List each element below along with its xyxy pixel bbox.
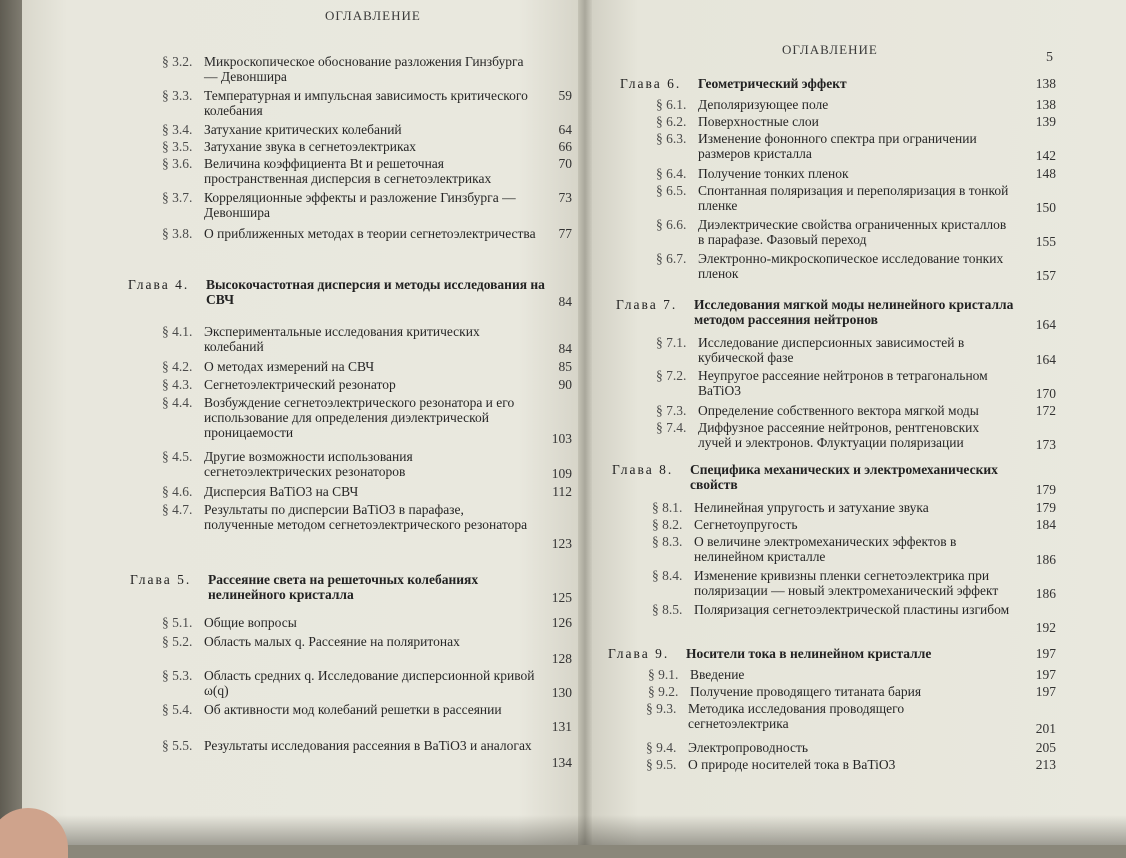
- toc-entry: [162, 668, 572, 700]
- toc-entry: [162, 226, 572, 258]
- section-title: Результаты по дисперсии BaTiO3 в парафазе, полученные методом сегнетоэлектрического резонатора: [204, 502, 528, 532]
- section-number: § 4.1.: [162, 324, 193, 339]
- section-number: § 9.3.: [646, 701, 677, 716]
- chapter-entry: [620, 76, 1056, 92]
- section-title: Поверхностные слои: [698, 114, 819, 129]
- page-ref: 126: [551, 615, 572, 630]
- page-ref: 192: [1035, 620, 1056, 635]
- page-ref: 109: [551, 466, 572, 481]
- page-ref: 186: [1035, 552, 1056, 567]
- chapter-entry: [130, 572, 572, 604]
- section-number: § 5.1.: [162, 615, 193, 630]
- page-ref: 157: [1035, 268, 1056, 283]
- section-number: § 3.3.: [162, 88, 193, 103]
- section-number: § 6.6.: [656, 217, 687, 232]
- section-number: § 5.2.: [162, 634, 193, 649]
- toc-entry: [652, 568, 1056, 600]
- section-title: Затухание критических колебаний: [204, 122, 402, 137]
- section-number: § 6.2.: [656, 114, 687, 129]
- section-title: Область средних q. Исследование дисперсионной кривой ω(q): [204, 668, 535, 698]
- section-number: § 6.1.: [656, 97, 687, 112]
- page-ref: 90: [558, 377, 572, 392]
- left-page: [22, 0, 586, 845]
- section-title: Электронно-микроскопическое исследование тонких пленок: [698, 251, 1004, 281]
- toc-entry: [646, 740, 1056, 756]
- section-title: Диэлектрические свойства ограниченных кристаллов в парафазе. Фазовый переход: [698, 217, 1007, 247]
- section-number: § 7.2.: [656, 368, 687, 383]
- toc-entry: [652, 500, 1056, 516]
- page-ref: 142: [1035, 148, 1056, 163]
- page-ref: 73: [558, 190, 572, 205]
- section-title: Изменение кривизны пленки сегнетоэлектрика при поляризации — новый электромеханический эффект: [694, 568, 999, 598]
- page-number: 5: [1046, 50, 1053, 65]
- page-ref: 138: [1035, 76, 1056, 91]
- section-title: Методика исследования проводящего сегнетоэлектрика: [688, 701, 905, 731]
- section-number: § 9.2.: [648, 684, 679, 699]
- toc-entry: [652, 534, 1056, 566]
- section-title: Экспериментальные исследования критических колебаний: [204, 324, 480, 354]
- page-ref: 128: [551, 651, 572, 666]
- page-ref: 201: [1035, 721, 1056, 736]
- page-ref: 125: [551, 590, 572, 605]
- chapter-number: Глава 7.: [616, 297, 678, 312]
- chapter-number: Глава 9.: [608, 646, 670, 661]
- toc-entry: [162, 484, 572, 500]
- chapter-title: Специфика механических и электромеханических свойств: [690, 462, 998, 492]
- chapter-number: Глава 8.: [612, 462, 674, 477]
- page-ref: 103: [551, 431, 572, 446]
- toc-entry: [162, 634, 572, 666]
- section-title: Неупругое рассеяние нейтронов в тетрагональном BaTiO3: [698, 368, 988, 398]
- page-ref: 164: [1035, 352, 1056, 367]
- section-number: § 4.2.: [162, 359, 193, 374]
- section-number: § 6.7.: [656, 251, 687, 266]
- page-ref: 134: [551, 755, 572, 770]
- section-title: Об активности мод колебаний решетки в рассеянии: [204, 702, 502, 717]
- section-title: Нелинейная упругость и затухание звука: [694, 500, 929, 515]
- section-title: Возбуждение сегнетоэлектрического резонатора и его использование для определения диэлектрической проницаемости: [204, 395, 515, 440]
- page-ref: 170: [1035, 386, 1056, 401]
- section-title: Введение: [690, 667, 745, 682]
- section-title: Получение проводящего титаната бария: [690, 684, 922, 699]
- page-ref: 123: [551, 536, 572, 551]
- toc-entry: [162, 324, 572, 356]
- section-title: О приближенных методах в теории сегнетоэлектричества: [204, 226, 536, 241]
- page-ref: 179: [1035, 500, 1056, 515]
- section-number: § 3.6.: [162, 156, 193, 171]
- page-ref: 148: [1035, 166, 1056, 181]
- page-ref: 66: [558, 139, 572, 154]
- page-ref: 138: [1035, 97, 1056, 112]
- toc-entry: [646, 701, 1056, 736]
- chapter-entry: [612, 462, 1056, 497]
- section-number: § 5.5.: [162, 738, 193, 753]
- toc-entry: [656, 131, 1056, 163]
- toc-entry: [656, 420, 1056, 452]
- toc-entry: [162, 359, 572, 375]
- section-title: Микроскопическое обоснование разложения Гинзбурга — Девоншира: [204, 54, 524, 84]
- chapter-title: Высокочастотная дисперсия и методы исследования на СВЧ: [206, 277, 545, 307]
- toc-entry: [162, 702, 572, 734]
- page-ref: 197: [1035, 667, 1056, 682]
- section-title: Сегнетоупругость: [694, 517, 798, 532]
- section-number: § 3.4.: [162, 122, 193, 137]
- section-number: § 4.4.: [162, 395, 193, 410]
- toc-entry: [656, 217, 1056, 249]
- toc-entry: [162, 449, 572, 481]
- section-number: § 8.3.: [652, 534, 683, 549]
- section-number: § 3.8.: [162, 226, 193, 241]
- section-title: О величине электромеханических эффектов в нелинейном кристалле: [694, 534, 957, 564]
- section-number: § 9.4.: [646, 740, 677, 755]
- chapter-title: Геометрический эффект: [698, 76, 847, 91]
- section-title: Дисперсия BaTiO3 на СВЧ: [204, 484, 359, 499]
- page-ref: 84: [558, 294, 572, 309]
- section-number: § 3.5.: [162, 139, 193, 154]
- section-title: Диффузное рассеяние нейтронов, рентгеновских лучей и электронов. Флуктуации поляризации: [698, 420, 980, 450]
- chapter-number: Глава 5.: [130, 572, 192, 587]
- section-title: Получение тонких пленок: [698, 166, 849, 181]
- section-number: § 5.4.: [162, 702, 193, 717]
- section-title: Результаты исследования рассеяния в BaTiO3 и аналогах: [204, 738, 532, 753]
- section-number: § 8.2.: [652, 517, 683, 532]
- section-title: Поляризация сегнетоэлектрической пластины изгибом: [694, 602, 1010, 617]
- right-page-header: ОГЛАВЛЕНИЕ: [782, 42, 878, 57]
- page-ref: 164: [1035, 317, 1056, 332]
- section-title: Исследование дисперсионных зависимостей в кубической фазе: [698, 335, 965, 365]
- section-number: § 4.6.: [162, 484, 193, 499]
- section-number: § 7.1.: [656, 335, 687, 350]
- section-title: Сегнетоэлектрический резонатор: [204, 377, 396, 392]
- page-ref: 130: [551, 685, 572, 700]
- page-ref: 150: [1035, 200, 1056, 215]
- toc-entry: [162, 377, 572, 393]
- page-ref: 155: [1035, 234, 1056, 249]
- page-ref: 77: [558, 226, 572, 241]
- section-title: Изменение фононного спектра при ограничении размеров кристалла: [698, 131, 977, 161]
- left-page-header: ОГЛАВЛЕНИЕ: [325, 8, 421, 23]
- section-title: Общие вопросы: [204, 615, 297, 630]
- toc-entry: [646, 757, 1056, 773]
- toc-entry: [162, 615, 572, 631]
- book-gutter: [578, 0, 592, 845]
- toc-entry: [656, 114, 1056, 130]
- page-ref: 205: [1035, 740, 1056, 755]
- toc-entry: [162, 88, 572, 120]
- toc-entry: [162, 738, 572, 770]
- section-number: § 7.4.: [656, 420, 687, 435]
- toc-entry: [656, 403, 1056, 419]
- page-ref: 59: [558, 88, 572, 103]
- toc-entry: [162, 54, 542, 86]
- section-title: Температурная и импульсная зависимость критического колебания: [204, 88, 528, 118]
- section-title: Электропроводность: [688, 740, 809, 755]
- chapter-number: Глава 6.: [620, 76, 682, 91]
- page-ref: 139: [1035, 114, 1056, 129]
- chapter-title: Рассеяние света на решеточных колебаниях нелинейного кристалла: [208, 572, 479, 602]
- section-number: § 9.1.: [648, 667, 679, 682]
- section-number: § 6.4.: [656, 166, 687, 181]
- section-title: Другие возможности использования сегнетоэлектрических резонаторов: [204, 449, 413, 479]
- toc-entry: [652, 602, 1056, 634]
- section-number: § 6.3.: [656, 131, 687, 146]
- page-ref: 197: [1035, 646, 1056, 661]
- toc-entry: [162, 190, 572, 222]
- section-title: Затухание звука в сегнетоэлектриках: [204, 139, 417, 154]
- chapter-title: Исследования мягкой моды нелинейного кристалла методом рассеяния нейтронов: [694, 297, 1014, 327]
- chapter-title: Носители тока в нелинейном кристалле: [686, 646, 932, 661]
- section-number: § 3.2.: [162, 54, 193, 69]
- page-ref: 186: [1035, 586, 1056, 601]
- toc-entry: [656, 335, 1056, 367]
- toc-entry: [656, 166, 1056, 182]
- toc-entry: [652, 517, 1056, 533]
- toc-entry: [648, 684, 1056, 700]
- section-number: § 7.3.: [656, 403, 687, 418]
- toc-entry: [162, 395, 572, 446]
- section-number: § 3.7.: [162, 190, 193, 205]
- section-number: § 9.5.: [646, 757, 677, 772]
- section-number: § 6.5.: [656, 183, 687, 198]
- page-ref: 84: [558, 341, 572, 356]
- section-number: § 8.5.: [652, 602, 683, 617]
- section-number: § 5.3.: [162, 668, 193, 683]
- section-number: § 4.3.: [162, 377, 193, 392]
- page-ref: 213: [1035, 757, 1056, 772]
- toc-entry: [162, 156, 572, 188]
- page-ref: 85: [558, 359, 572, 374]
- chapter-entry: [608, 646, 1056, 662]
- section-number: § 4.7.: [162, 502, 193, 517]
- toc-entry: [162, 122, 572, 138]
- page-ref: 112: [552, 484, 572, 499]
- section-title: О методах измерений на СВЧ: [204, 359, 375, 374]
- toc-entry: [648, 667, 1056, 683]
- section-number: § 4.5.: [162, 449, 193, 464]
- page-ref: 179: [1035, 482, 1056, 497]
- section-number: § 8.1.: [652, 500, 683, 515]
- page-ref: 64: [558, 122, 572, 137]
- section-title: Область малых q. Рассеяние на поляритонах: [204, 634, 460, 649]
- toc-entry: [656, 251, 1056, 283]
- section-title: Величина коэффициента Bt и решеточная пространственная дисперсия в сегнетоэлектриках: [204, 156, 492, 186]
- section-title: Корреляционные эффекты и разложение Гинзбурга — Девоншира: [204, 190, 516, 220]
- page-ref: 173: [1035, 437, 1056, 452]
- page-bottom-shadow: [0, 815, 1126, 845]
- chapter-entry: [616, 297, 1056, 332]
- toc-entry: [656, 97, 1056, 113]
- section-number: § 8.4.: [652, 568, 683, 583]
- page-ref: 131: [551, 719, 572, 734]
- page-ref: 197: [1035, 684, 1056, 699]
- right-page: [584, 0, 1126, 845]
- toc-entry: [162, 502, 572, 550]
- section-title: Деполяризующее поле: [698, 97, 829, 112]
- page-ref: 184: [1035, 517, 1056, 532]
- chapter-entry: [128, 277, 572, 309]
- page-ref: 172: [1035, 403, 1056, 418]
- toc-entry: [656, 368, 1056, 400]
- page-ref: 70: [558, 156, 572, 171]
- section-title: Спонтанная поляризация и переполяризация в тонкой пленке: [698, 183, 1009, 213]
- section-title: О природе носителей тока в BaTiO3: [688, 757, 896, 772]
- section-title: Определение собственного вектора мягкой моды: [698, 403, 979, 418]
- toc-entry: [656, 183, 1056, 215]
- toc-entry: [162, 139, 572, 155]
- chapter-number: Глава 4.: [128, 277, 190, 292]
